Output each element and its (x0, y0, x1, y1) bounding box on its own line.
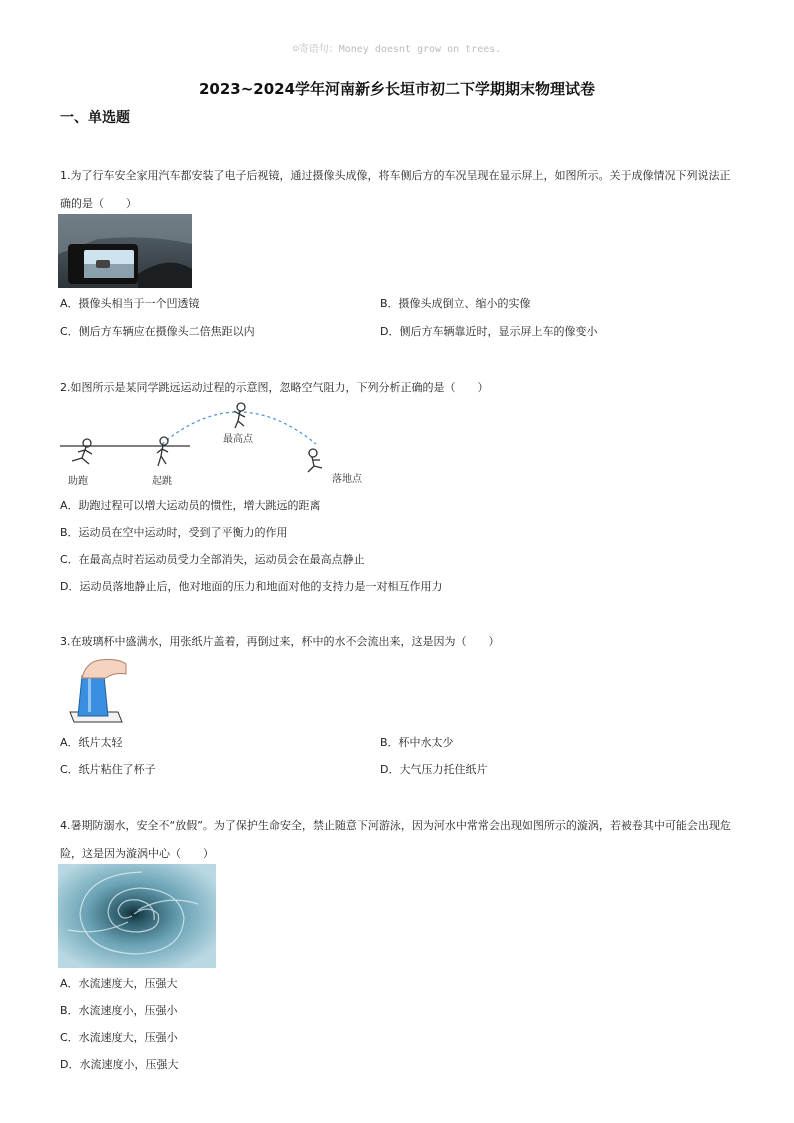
label-jump: 起跳 (152, 476, 172, 487)
question-3-figure (66, 652, 130, 726)
question-3-option-c: C．纸片粘住了杯子 (60, 763, 156, 776)
question-1-image (58, 214, 192, 288)
question-2-option-d: D．运动员落地静止后，他对地面的压力和地面对他的支持力是一对相互作用力 (60, 580, 443, 593)
question-4-option-a: A．水流速度大，压强大 (60, 977, 178, 990)
landing-figure (308, 449, 322, 472)
label-land: 落地点 (332, 474, 362, 485)
question-3-stem: 3.在玻璃杯中盛满水，用张纸片盖着，再倒过来，杯中的水不会流出来，这是因为（ ） (60, 635, 500, 648)
label-peak: 最高点 (223, 434, 253, 445)
car-mirror-illustration (58, 214, 192, 288)
motto: ☺寄语句：Money doesnt grow on trees. (292, 44, 502, 55)
question-3-option-a: A．纸片太轻 (60, 736, 123, 749)
long-jump-diagram (58, 398, 378, 490)
question-4-option-d: D．水流速度小，压强大 (60, 1058, 179, 1071)
question-1-stem: 1.为了行车安全家用汽车都安装了电子后视镜，通过摄像头成像，将车侧后方的车况呈现在显示屏上，如图所示。关于成像情况下列说法正确的是（ ） (60, 169, 731, 210)
question-1-option-c: C．侧后方车辆应在摄像头二倍焦距以内 (60, 325, 255, 338)
question-4-option-b: B．水流速度小，压强小 (60, 1004, 178, 1017)
question-1-option-b: B．摄像头成倒立、缩小的实像 (380, 297, 531, 310)
section-heading: 一、单选题 (60, 110, 130, 126)
whirlpool-illustration (58, 864, 216, 968)
inverted-cup-illustration (66, 652, 130, 726)
peak-figure (234, 403, 245, 428)
question-3-option-b: B．杯中水太少 (380, 736, 454, 749)
question-2-option-a: A．助跑过程可以增大运动员的惯性，增大跳远的距离 (60, 499, 321, 512)
question-2-figure (58, 398, 378, 490)
question-2-stem: 2.如图所示是某同学跳远运动过程的示意图，忽略空气阻力，下列分析正确的是（ ） (60, 381, 489, 394)
question-1-option-d: D．侧后方车辆靠近时，显示屏上车的像变小 (380, 325, 598, 338)
question-2-option-b: B．运动员在空中运动时，受到了平衡力的作用 (60, 526, 288, 539)
question-4-image (58, 864, 216, 968)
question-4-option-c: C．水流速度大，压强小 (60, 1031, 178, 1044)
question-4-stem: 4.暑期防溺水，安全不“放假”。为了保护生命安全，禁止随意下河游泳，因为河水中常常会出现如图所示的漩涡，若被卷其中可能会出现危险，这是因为漩涡中心（ ） (60, 819, 731, 860)
takeoff-figure (157, 437, 168, 466)
question-1-option-a: A．摄像头相当于一个凹透镜 (60, 297, 200, 310)
label-run: 助跑 (68, 476, 88, 487)
question-2-option-c: C．在最高点时若运动员受力全部消失，运动员会在最高点静止 (60, 553, 365, 566)
page-title: 2023~2024学年河南新乡长垣市初二下学期期末物理试卷 (198, 80, 596, 98)
question-3-option-d: D．大气压力托住纸片 (380, 763, 488, 776)
